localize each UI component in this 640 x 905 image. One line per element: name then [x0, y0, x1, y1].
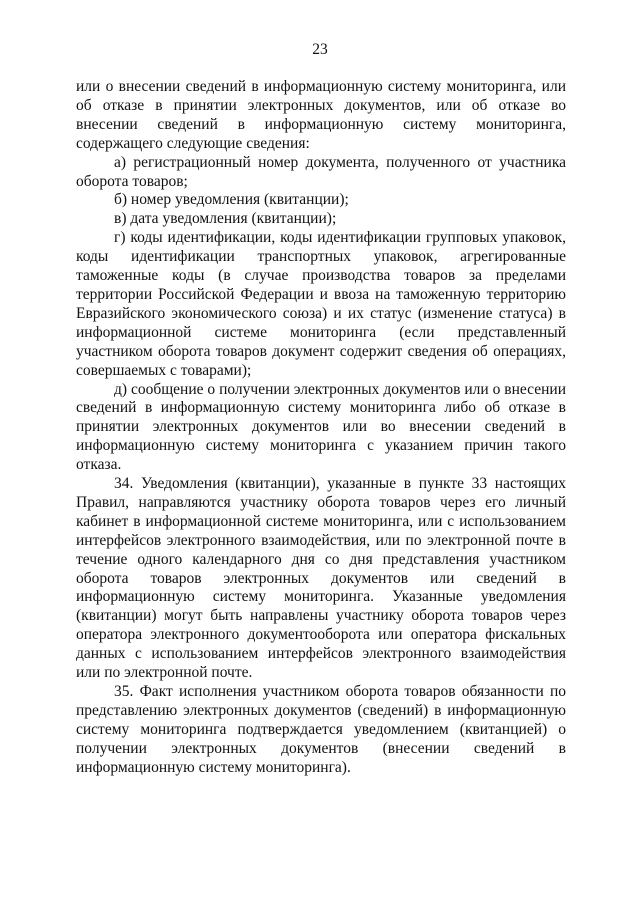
paragraph-item-d: д) сообщение о получении электронных документов или о внесении сведений в информационную систему мониторинга либо об отказе в принятии электронных документов или во внесении сведений в информационную систему мониторинга с указанием причин такого отказа. — [76, 380, 566, 474]
paragraph-item-b: б) номер уведомления (квитанции); — [114, 191, 349, 209]
paragraph-clause-34: 34. Уведомления (квитанции), указанные в пункте 33 настоящих Правил, направляются участнику оборота товаров через его личный кабинет в информационной системе мониторинга, или с использованием интерфейсов электронного взаимодействия, или по электронной почте в течение одного календарного дня со дня представления участником оборота товаров электронных документов или сведений в информационную систему мониторинга. Указанные уведомления (квитанции) могут быть направлены участнику оборота товаров через оператора электронного документооборота или оператора фискальных данных с использованием интерфейсов электронного взаимодействия или по электронной почте. — [76, 475, 566, 682]
paragraph-clause-35: 35. Факт исполнения участником оборота товаров обязанности по представлению электронных документов (сведений) в информационную систему мониторинга подтверждается уведомлением (квитанцией) о получении электронных документов (внесении сведений в информационную систему мониторинга). — [76, 683, 566, 776]
document-body — [76, 78, 566, 778]
paragraph-item-g: г) коды идентификации, коды идентификации групповых упаковок, коды идентификации транспортных упаковок, агрегированные таможенные коды (в случае производства товаров за пределами территории Российской Федерации и ввоза на таможенную территорию Евразийского экономического союза) и их статус (изменение статуса) в информационной системе мониторинга (если представленный участником оборота товаров документ содержит сведения об операциях, совершаемых с товарами); — [76, 229, 566, 379]
paragraph-continuation: или о внесении сведений в информационную систему мониторинга, или об отказе в принятии электронных документов, или об отказе во внесении сведений в информационную систему мониторинга, содержащего следующие сведения: — [76, 78, 566, 152]
paragraph-item-v: в) дата уведомления (квитанции); — [114, 210, 337, 228]
page-number: 23 — [312, 41, 328, 58]
paragraph-item-a: а) регистрационный номер документа, полученного от участника оборота товаров; — [76, 153, 566, 190]
